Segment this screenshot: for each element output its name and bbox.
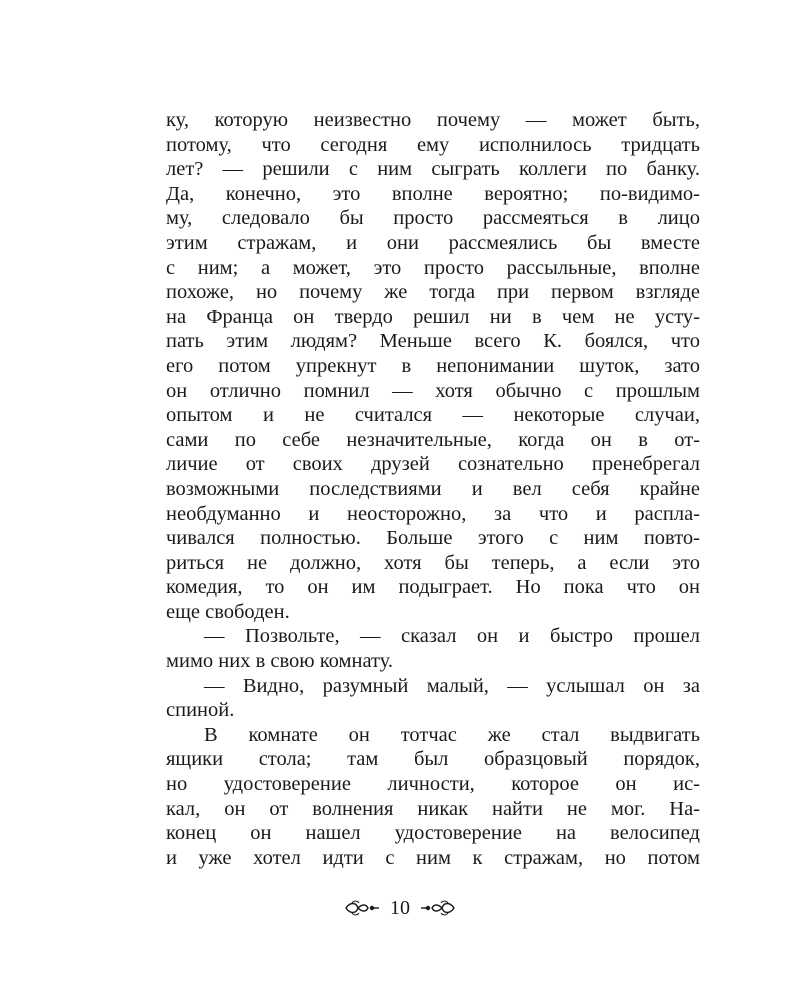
text-line: ку, которую неизвестно почему — может быть, <box>166 109 700 131</box>
text-line: му, следовало бы просто рассмеяться в лицо <box>166 207 700 230</box>
text-line: необдуманно и неосторожно, за что и распла- <box>166 502 700 525</box>
text-line: спиной. <box>166 699 235 722</box>
text-line: мимо них в свою комнату. <box>166 650 394 673</box>
text-line: он отлично помнил — хотя обычно с прошлым <box>166 379 700 402</box>
dialogue-line: — Видно, разумный малый, — услышал он за <box>204 674 700 697</box>
text-line: на Франца он твердо решил ни в чем не усту- <box>166 305 700 328</box>
text-line: пать этим людям? Меньше всего К. боялся, что <box>166 330 700 353</box>
text-line: с ним; а может, это просто рассыльные, вполне <box>166 256 700 279</box>
page-number: 10 <box>390 896 410 919</box>
text-line: комедия, то он им подыграет. Но пока что он <box>166 576 700 599</box>
text-line: этим стражам, и они рассмеялись бы вместе <box>166 231 700 254</box>
text-line: но удостоверение личности, которое он ис- <box>166 773 700 796</box>
text-line: личие от своих друзей сознательно пренебрегал <box>166 453 700 476</box>
text-line: потому, что сегодня ему исполнилось тридцать <box>166 133 700 156</box>
text-line: риться не должно, хотя бы теперь, а если это <box>166 551 700 574</box>
paragraph-start-line: В комнате он тотчас же стал выдвигать <box>204 723 700 746</box>
text-line: лет? — решили с ним сыграть коллеги по банку. <box>166 158 700 181</box>
page-footer <box>0 893 800 923</box>
text-line: сами по себе незначительные, когда он в от- <box>166 428 700 451</box>
text-line: возможными последствиями и вел себя крайне <box>166 477 700 500</box>
text-line: и уже хотел идти с ним к стражам, но потом <box>166 846 700 869</box>
text-line: кал, он от волнения никак найти не мог. На- <box>166 797 700 820</box>
text-line: еще свободен. <box>166 600 290 623</box>
text-line: его потом упрекнут в непонимании шуток, зато <box>166 354 700 377</box>
dialogue-line: — Позвольте, — сказал он и быстро прошел <box>204 625 700 648</box>
text-line: ящики стола; там был образцовый порядок, <box>166 748 700 771</box>
text-line: чивался полностью. Больше этого с ним повто- <box>166 527 700 550</box>
text-line: конец он нашел удостоверение на велосипед <box>166 822 700 845</box>
text-line: опытом и не считался — некоторые случаи, <box>166 404 700 427</box>
flourish-right-icon <box>420 900 456 916</box>
text-line: похоже, но почему же тогда при первом взгляде <box>166 281 700 304</box>
text-line: Да, конечно, это вполне вероятно; по-видимо- <box>166 182 700 205</box>
flourish-left-icon <box>344 900 380 916</box>
body-text <box>166 108 700 870</box>
